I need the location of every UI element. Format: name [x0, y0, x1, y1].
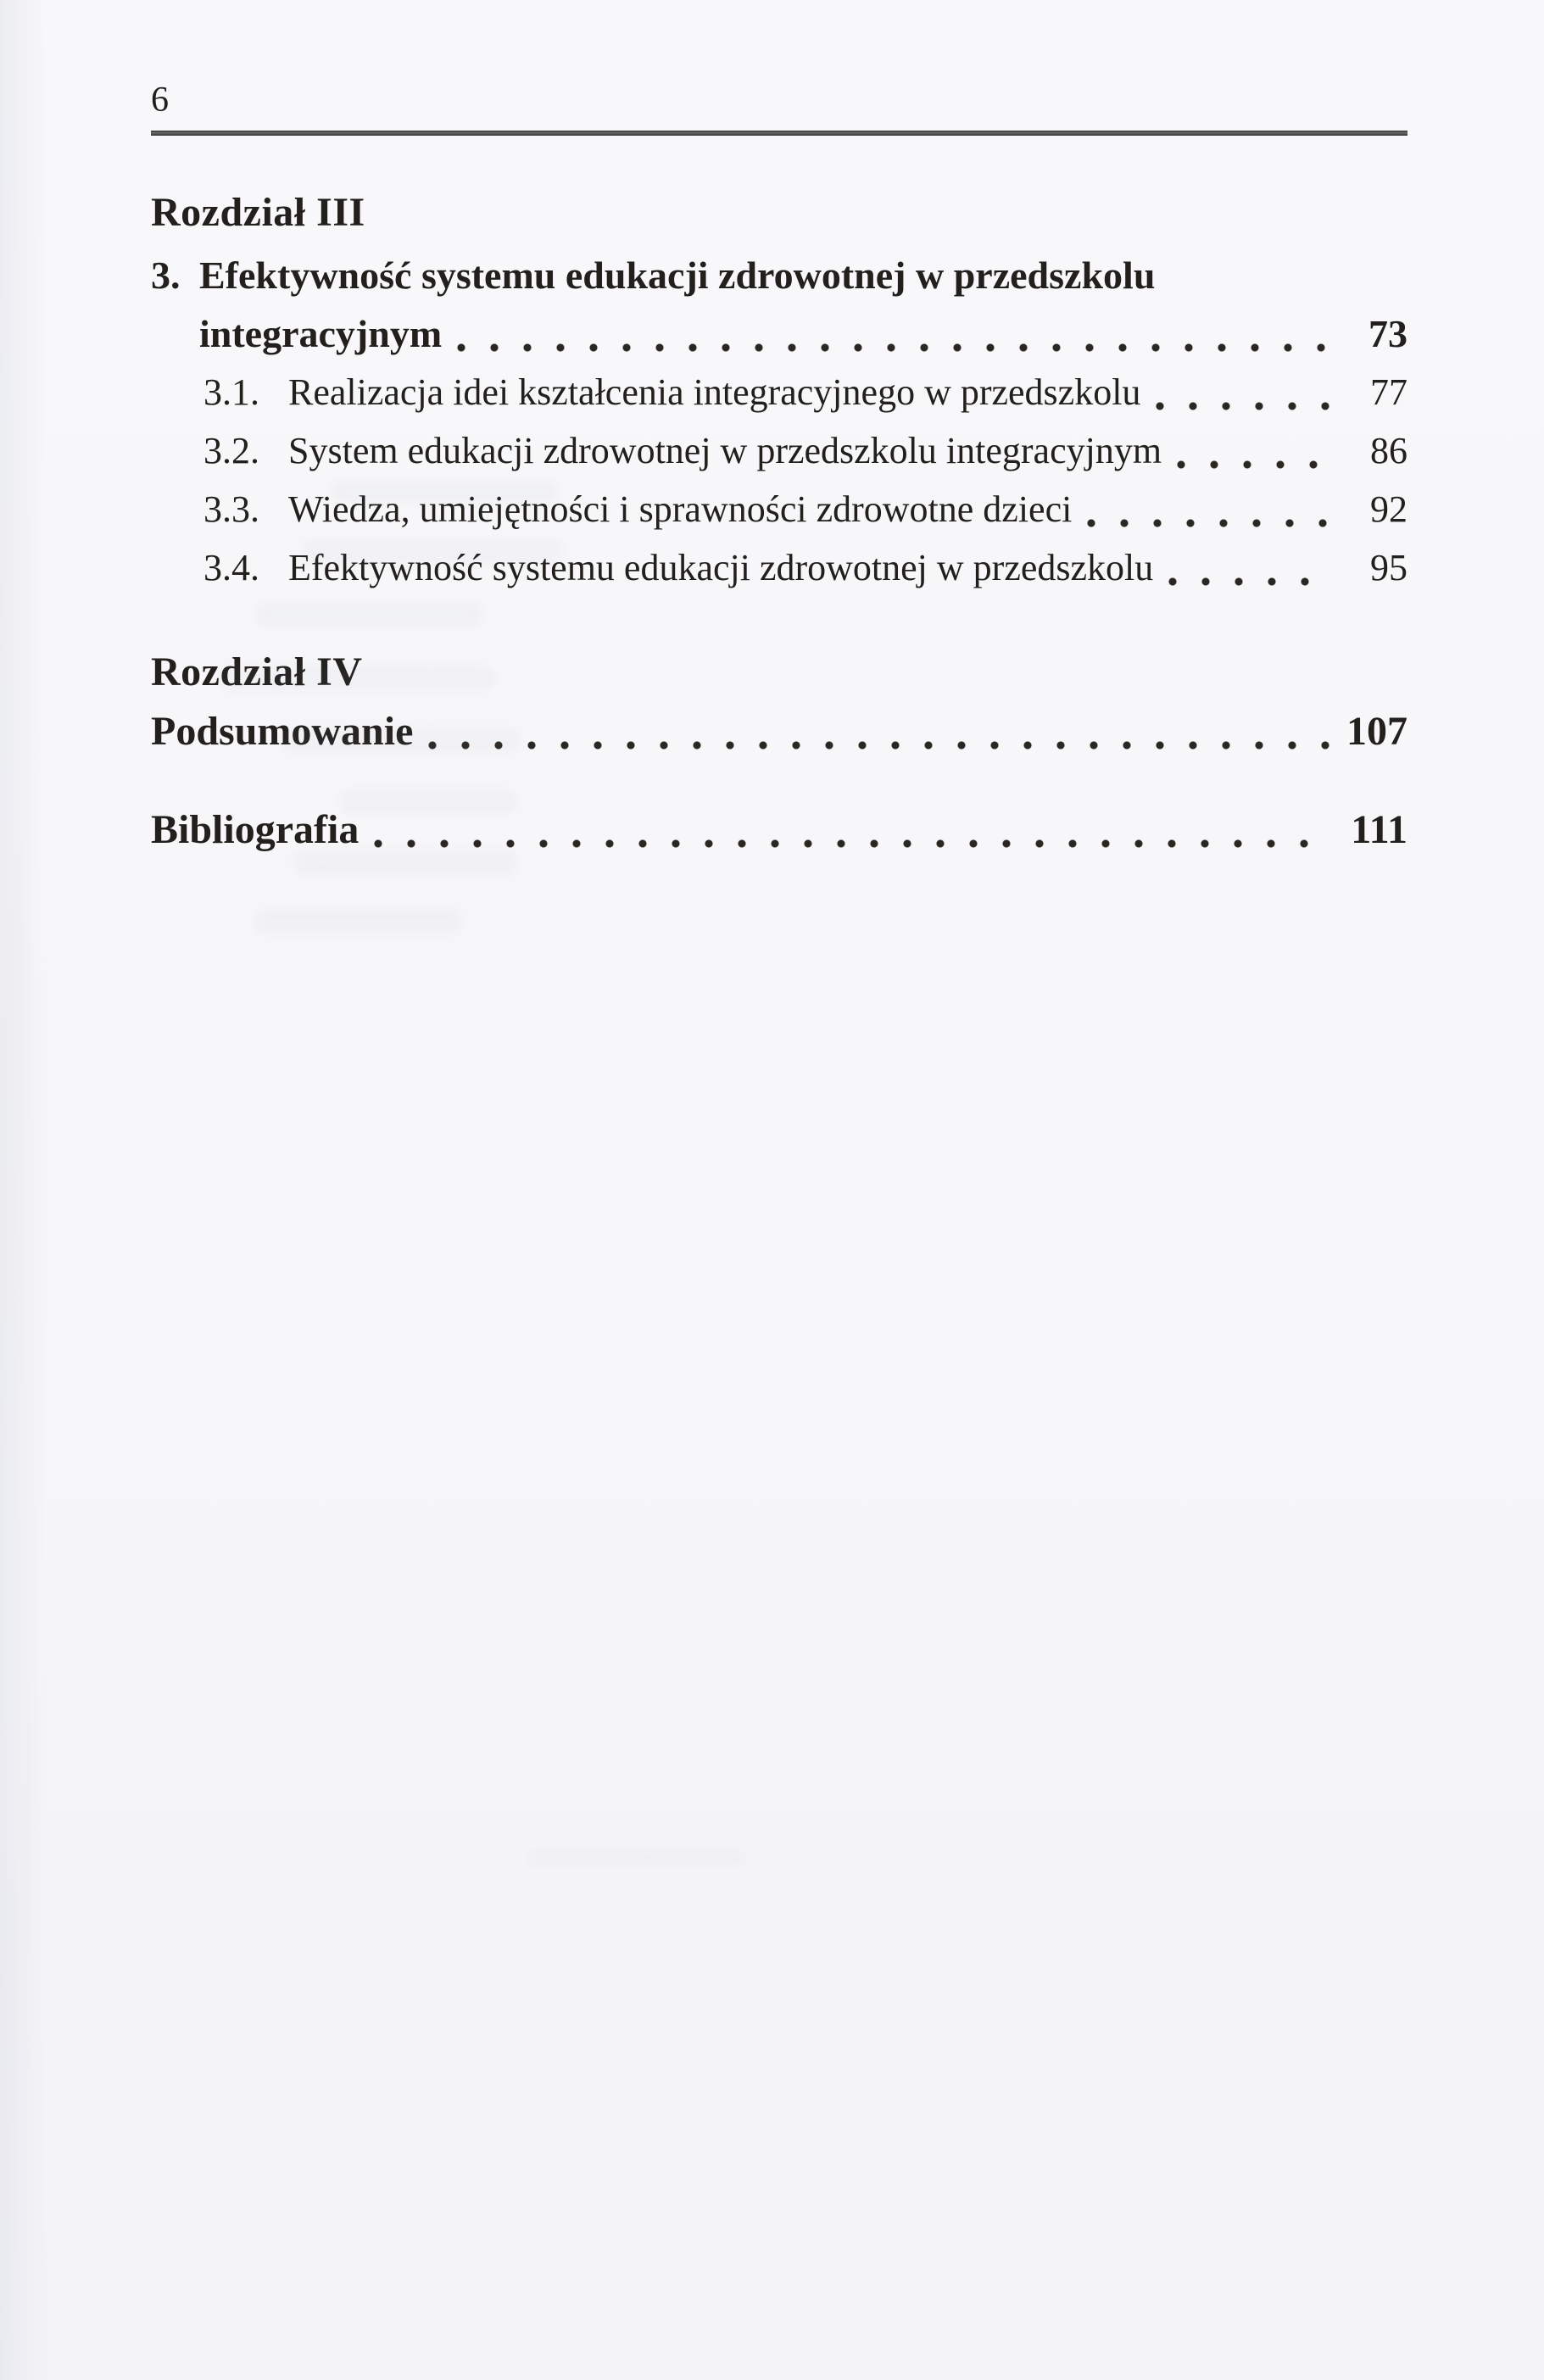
entry-page-number: 111 — [1351, 807, 1407, 852]
page-number: 6 — [151, 81, 170, 120]
table-of-contents — [151, 246, 1407, 597]
entry-title: Wiedza, umiejętności i sprawności zdrowotne dzieci — [288, 488, 1073, 530]
entry-title: Efektywność systemu edukacji zdrowotnej w przedszkolu — [199, 254, 1156, 297]
entry-title: Podsumowanie — [151, 709, 414, 754]
toc-entry-bibliography — [151, 800, 1407, 859]
entry-number: 3.1. — [203, 371, 259, 413]
bleed-mark — [254, 909, 462, 934]
dot-leader — [1087, 518, 1331, 528]
entry-number: 3.2. — [203, 430, 259, 471]
entry-title: Realizacja idei kształcenia integracyjnego w przedszkolu — [288, 371, 1141, 413]
toc-entry-3-1 — [151, 363, 1407, 421]
entry-page-number: 107 — [1346, 709, 1407, 754]
toc-entry-summary — [151, 702, 1407, 761]
toc-entry-3-3 — [151, 480, 1407, 538]
dot-leader — [1177, 460, 1331, 470]
entry-page-number: 92 — [1370, 488, 1407, 530]
dot-leader — [428, 740, 1331, 750]
entry-page-number: 73 — [1368, 312, 1407, 355]
chapter-4-heading: Rozdział IV — [151, 649, 363, 694]
entry-title-continued: integracyjnym — [199, 312, 443, 355]
entry-number: 3.4. — [203, 547, 259, 588]
entry-title: Bibliografia — [151, 807, 360, 852]
dot-leader — [457, 343, 1331, 353]
dot-leader — [1156, 401, 1331, 411]
header-rule — [151, 131, 1407, 136]
entry-number: 3. — [151, 254, 181, 297]
toc-entry-3-4 — [151, 538, 1407, 597]
entry-page-number: 77 — [1370, 371, 1407, 413]
toc-entry-3-2 — [151, 421, 1407, 480]
entry-title: Efektywność systemu edukacji zdrowotnej w przedszkolu — [288, 547, 1154, 588]
entry-page-number: 95 — [1370, 547, 1407, 588]
bleed-mark — [254, 602, 483, 627]
dot-leader — [374, 839, 1331, 849]
entry-title: System edukacji zdrowotnej w przedszkolu integracyjnym — [288, 430, 1162, 471]
toc-entry-3-line2 — [151, 304, 1407, 363]
entry-number: 3.3. — [203, 488, 259, 530]
dot-leader — [1168, 577, 1331, 587]
bleed-mark — [526, 1848, 746, 1867]
toc-entry-3-line1 — [151, 246, 1407, 304]
chapter-3-heading: Rozdział III — [151, 190, 365, 235]
entry-page-number: 86 — [1370, 430, 1407, 471]
